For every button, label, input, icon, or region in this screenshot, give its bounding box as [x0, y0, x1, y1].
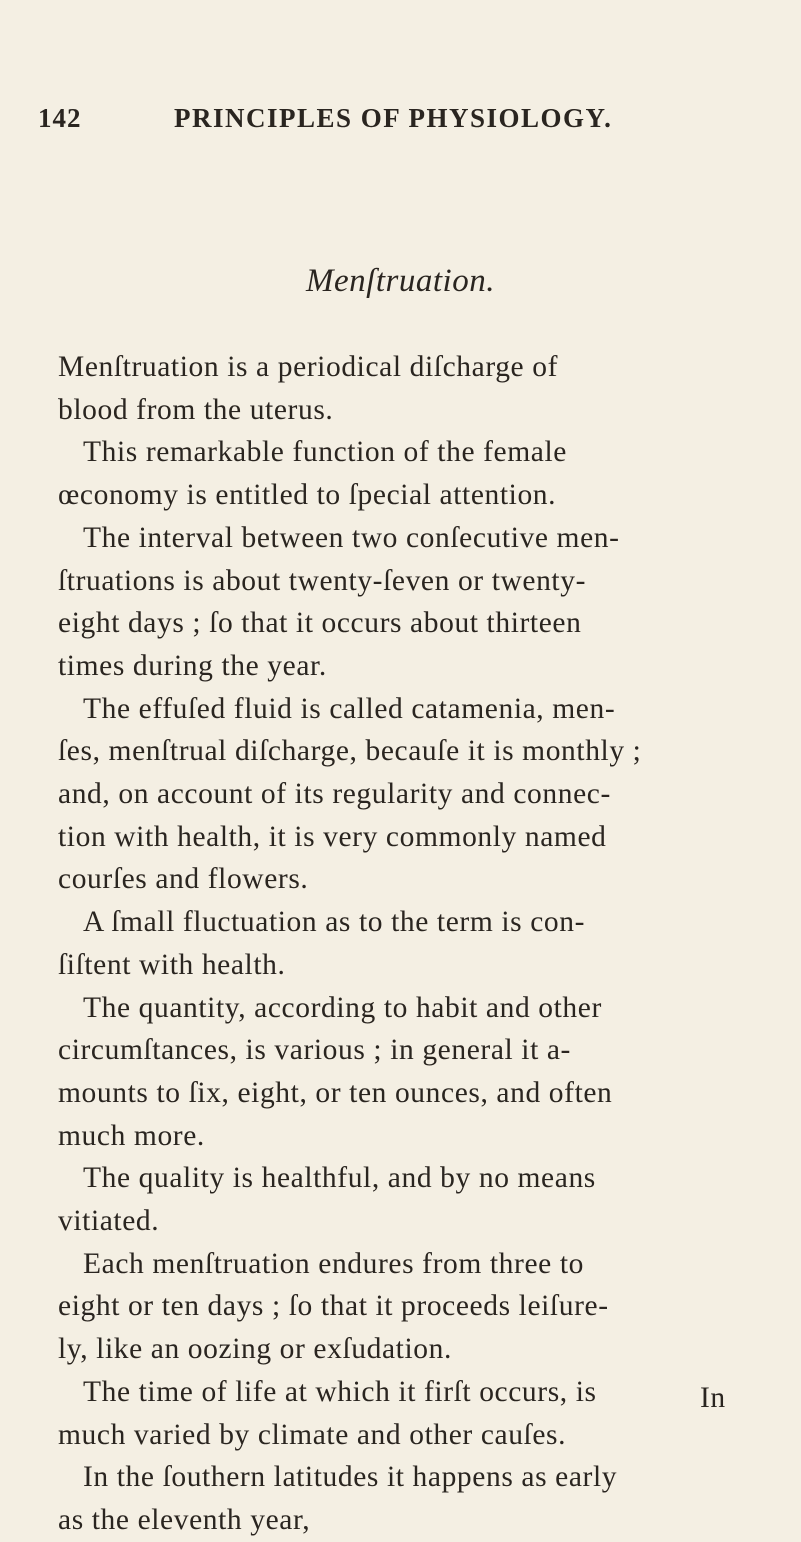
text-line: The interval between two conſecutive men- [83, 521, 620, 554]
text-line: and, on account of its regularity and connec- [58, 778, 611, 811]
text-line: tion with health, it is very commonly named [58, 820, 607, 853]
text-line: ſes, menſtrual diſcharge, becauſe it is monthly ; [58, 735, 642, 768]
text-line: as the eleventh year, [58, 1503, 311, 1536]
text-line: The quality is healthful, and by no means [83, 1162, 596, 1195]
body-text [58, 346, 748, 1542]
text-line: Menſtruation is a periodical diſcharge of [58, 351, 558, 383]
text-line: ly, like an oozing or exſudation. [58, 1333, 452, 1366]
text-line: œconomy is entitled to ſpecial attention. [58, 479, 557, 512]
text-line: This remarkable function of the female [83, 436, 567, 469]
text-line: much more. [58, 1119, 205, 1152]
text-line: A ſmall fluctuation as to the term is con- [83, 906, 586, 939]
text-line: vitiated. [58, 1205, 160, 1238]
text-line: ſtruations is about twenty-ſeven or twenty- [58, 564, 587, 597]
text-line: In the ſouthern latitudes it happens as early [83, 1461, 618, 1494]
text-line: Each menſtruation endures from three to [83, 1247, 584, 1280]
text-line: much varied by climate and other cauſes. [58, 1418, 567, 1451]
text-line: ſiſtent with health. [58, 948, 286, 981]
text-line: The effuſed fluid is called catamenia, men- [83, 692, 616, 725]
running-title: PRINCIPLES OF PHYSIOLOGY. [174, 103, 613, 133]
running-head [38, 103, 738, 143]
catchword: In [700, 1382, 726, 1414]
text-line: eight or ten days ; ſo that it proceeds leiſure- [58, 1290, 609, 1323]
text-line: courſes and flowers. [58, 863, 309, 896]
text-line: mounts to ſix, eight, or ten ounces, and often [58, 1076, 613, 1109]
text-line: The quantity, according to habit and other [83, 991, 602, 1024]
text-line: eight days ; ſo that it occurs about thirteen [58, 607, 582, 640]
text-line: The time of life at which it firſt occurs, is [83, 1375, 597, 1408]
section-title: Menſtruation. [306, 263, 495, 299]
page-number: 142 [38, 103, 82, 133]
text-line: blood from the uterus. [58, 393, 334, 426]
text-line: times during the year. [58, 649, 327, 682]
text-line: circumſtances, is various ; in general it a- [58, 1034, 571, 1067]
